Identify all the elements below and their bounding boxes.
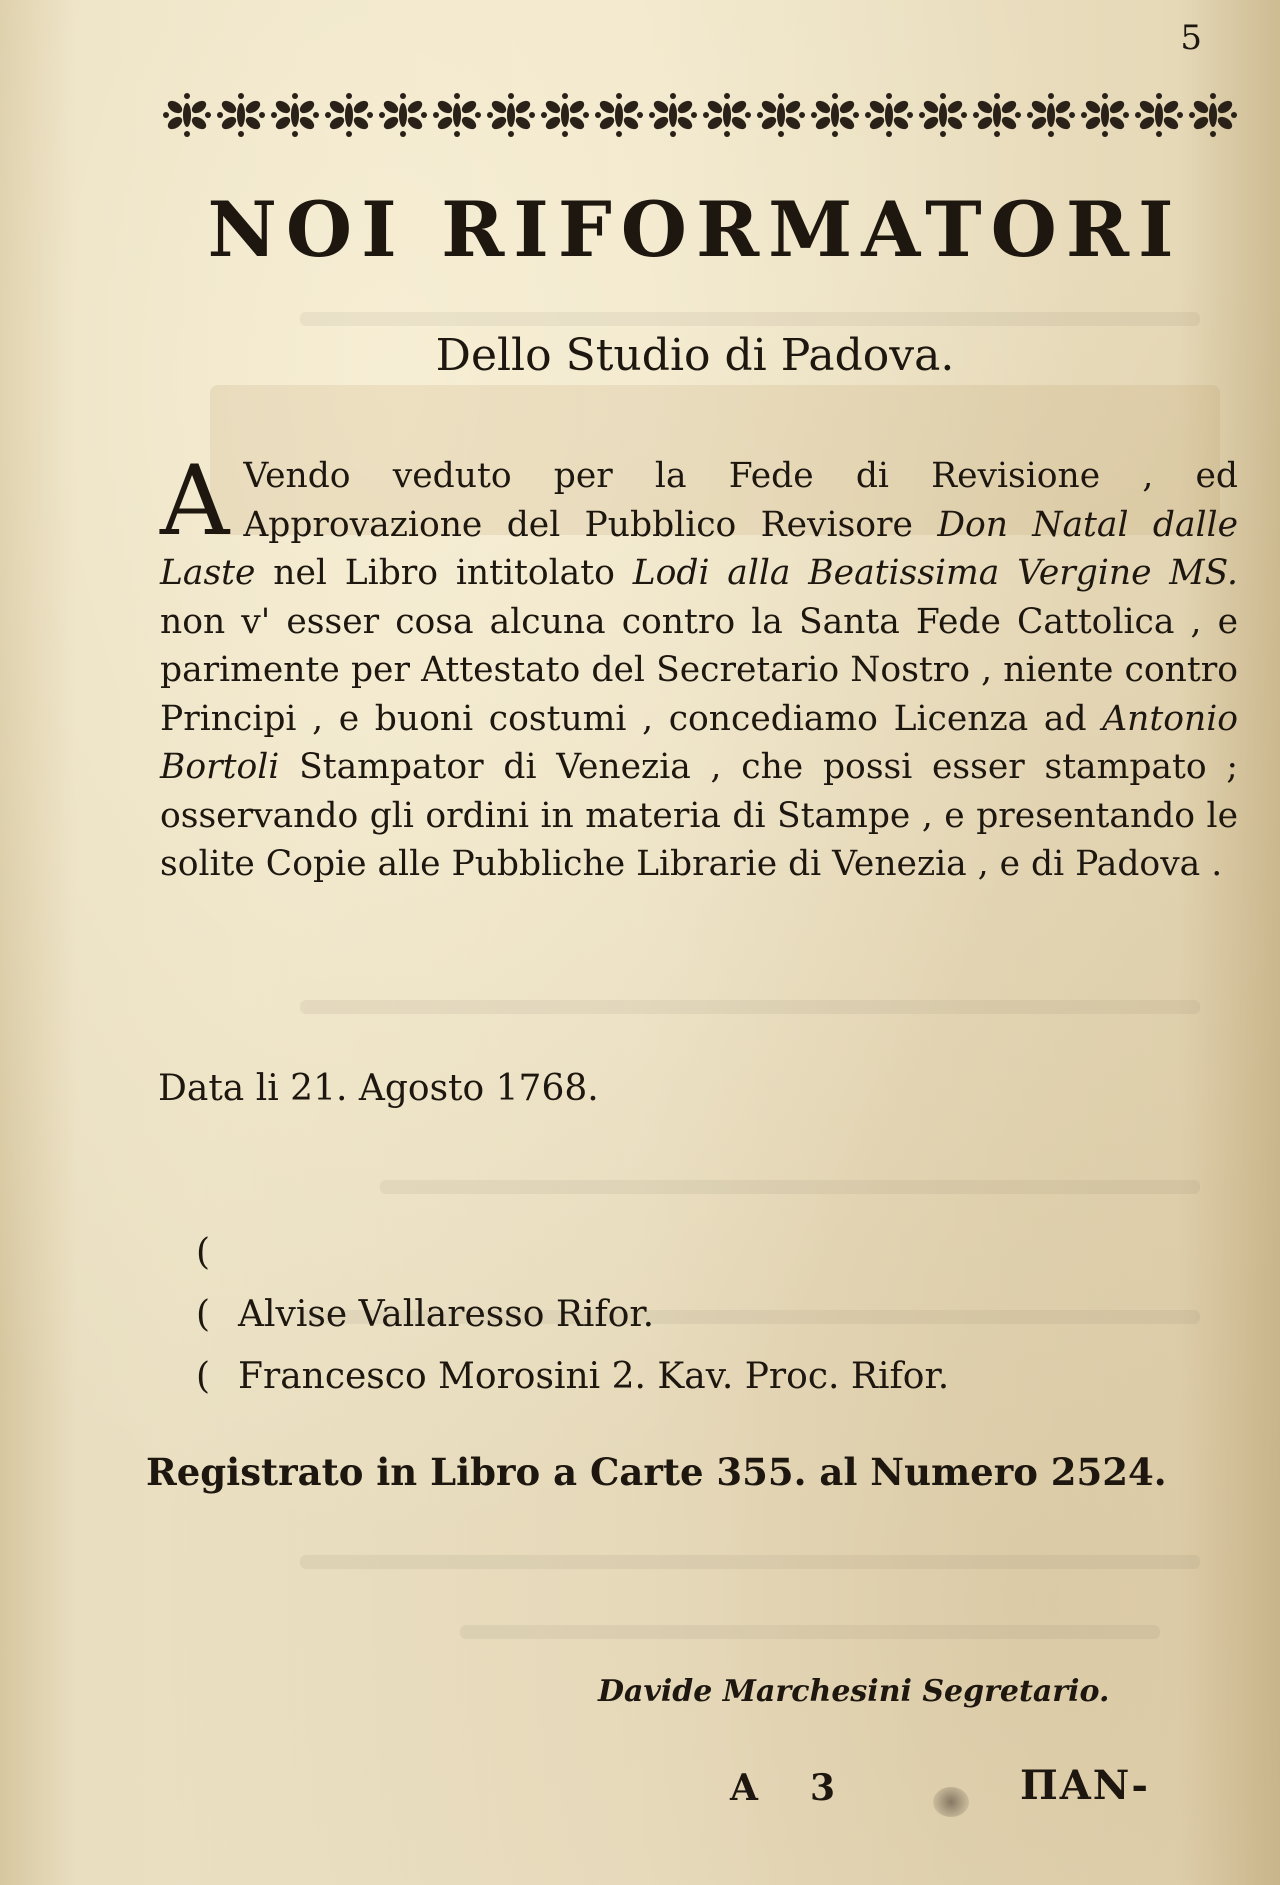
bleed-through-line — [300, 1000, 1200, 1014]
fleuron-icon — [163, 93, 211, 137]
fleuron-icon — [217, 93, 265, 137]
fleuron-icon — [919, 93, 967, 137]
paragraph-text: Stampator di Venezia , che possi esser stampato ; osservando gli ordini in materia di Stampe , e presentando le solite Copie alle Pubbliche Librarie di Venezia , e di Padova . — [160, 747, 1238, 884]
fleuron-icon — [487, 93, 535, 137]
signatory-name: Francesco Morosini 2. Kav. Proc. Rifor. — [238, 1356, 950, 1397]
fleuron-icon — [649, 93, 697, 137]
fleuron-icon — [703, 93, 751, 137]
bracket-mark: ( — [196, 1232, 211, 1273]
paragraph-text: Vendo veduto per la Fede di Revisione , ed Approvazione del Pubblico Revisore — [243, 456, 1238, 545]
fleuron-icon — [811, 93, 859, 137]
revisor-name: Don Natal dalle Laste — [160, 504, 1238, 593]
date-line: Data li 21. Agosto 1768. — [158, 1068, 599, 1109]
secretary-signature: Davide Marchesini Segretario. — [598, 1674, 1110, 1709]
printer-name: Antonio Bortoli — [160, 698, 1238, 787]
fleuron-icon — [1189, 93, 1237, 137]
bracket-mark: ( — [196, 1294, 211, 1335]
signature-mark-letter: A — [730, 1767, 758, 1809]
signature-mark-number: 3 — [810, 1767, 836, 1809]
signatories-block — [196, 1222, 949, 1408]
fleuron-icon — [541, 93, 589, 137]
fleuron-icon — [379, 93, 427, 137]
signatory-name: Alvise Vallaresso Rifor. — [238, 1294, 655, 1335]
page-title: NOI RIFORMATORI — [207, 185, 1183, 274]
catchword: ΠΑΝ- — [1020, 1762, 1150, 1809]
paragraph-text: non v' esser cosa alcuna contro la Santa Fede Cattolica , e parimente per Attestato del Secretario Nostro , niente contro Principi , e buoni costumi , concediamo Licenza ad — [160, 601, 1238, 739]
fleuron-icon — [1135, 93, 1183, 137]
fleuron-icon — [757, 93, 805, 137]
fleuron-icon — [271, 93, 319, 137]
page-number: 5 — [1180, 18, 1202, 58]
page-subtitle: Dello Studio di Padova. — [435, 330, 955, 381]
fleuron-icon — [325, 93, 373, 137]
fleuron-icon — [433, 93, 481, 137]
bleed-through-line — [460, 1625, 1160, 1639]
paragraph-text: nel Libro intitolato — [255, 553, 633, 593]
ink-blot — [933, 1787, 969, 1817]
signatory-row — [196, 1284, 949, 1346]
fleuron-icon — [973, 93, 1021, 137]
bleed-through-line — [380, 1180, 1200, 1194]
bracket-mark: ( — [196, 1356, 211, 1397]
bleed-through-line — [300, 312, 1200, 326]
drop-cap: A — [160, 445, 230, 557]
fleuron-icon — [1081, 93, 1129, 137]
book-title: Lodi alla Beatissima Vergine MS. — [632, 553, 1238, 593]
signatory-row — [196, 1222, 949, 1284]
license-paragraph — [160, 445, 1238, 889]
fleuron-icon — [595, 93, 643, 137]
fleuron-icon — [865, 93, 913, 137]
register-line: Registrato in Libro a Carte 355. al Numero 2524. — [146, 1450, 1167, 1494]
signatory-row — [196, 1346, 949, 1408]
bleed-through-line — [300, 1555, 1200, 1569]
fleuron-icon — [1027, 93, 1075, 137]
fleuron-ornament-band-icon — [160, 90, 1240, 140]
